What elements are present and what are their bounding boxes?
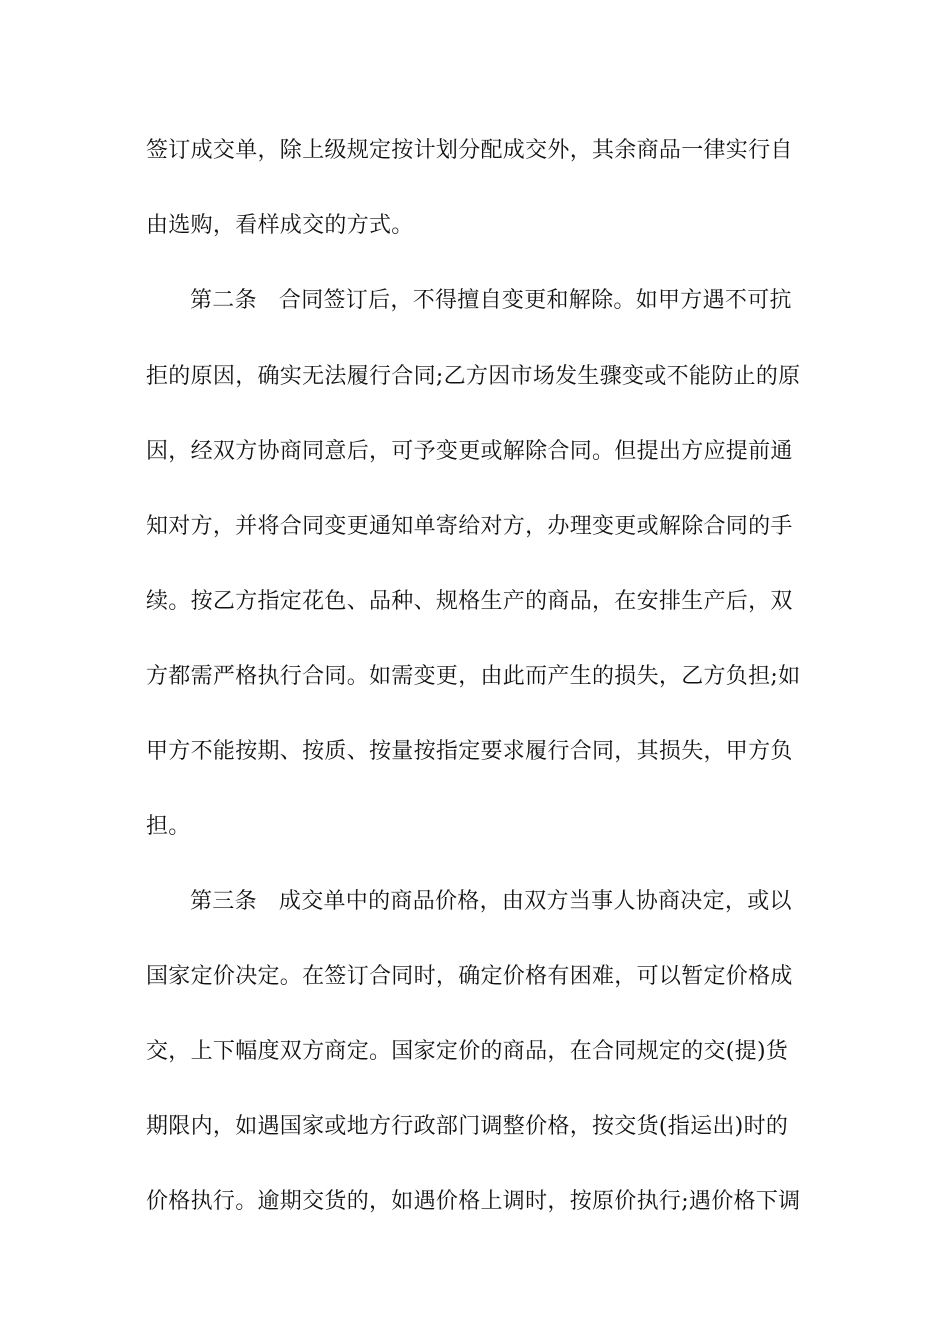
text-line: 交，上下幅度双方商定。国家定价的商品，在合同规定的交(提)货 bbox=[146, 1039, 789, 1064]
text-line: 签订成交单，除上级规定按计划分配成交外，其余商品一律实行自 bbox=[146, 138, 793, 163]
text-line: 甲方不能按期、按质、按量按指定要求履行合同，其损失，甲方负 bbox=[146, 739, 793, 764]
text-line: 国家定价决定。在签订合同时，确定价格有困难，可以暂定价格成 bbox=[146, 964, 793, 989]
article-3-heading-line bbox=[190, 887, 870, 917]
article-2-label: 第二条 bbox=[190, 288, 257, 313]
text-line: 由选购，看样成交的方式。 bbox=[146, 213, 414, 238]
article-2-heading-line bbox=[190, 286, 870, 316]
text-line: 期限内，如遇国家或地方行政部门调整价格，按交货(指运出)时的 bbox=[146, 1114, 789, 1139]
article-3-label: 第三条 bbox=[190, 889, 257, 914]
text-line: 续。按乙方指定花色、品种、规格生产的商品，在安排生产后，双 bbox=[146, 589, 793, 614]
text-line: 担。 bbox=[146, 814, 191, 839]
text-line: 知对方，并将合同变更通知单寄给对方，办理变更或解除合同的手 bbox=[146, 514, 793, 539]
text-line: 价格执行。逾期交货的，如遇价格上调时，按原价执行;遇价格下调 bbox=[146, 1189, 801, 1214]
article-3-text: 成交单中的商品价格，由双方当事人协商决定，或以 bbox=[278, 889, 792, 914]
text-line: 方都需严格执行合同。如需变更，由此而产生的损失，乙方负担;如 bbox=[146, 664, 801, 689]
text-line: 因，经双方协商同意后，可予变更或解除合同。但提出方应提前通 bbox=[146, 439, 793, 464]
text-line: 拒的原因，确实无法履行合同;乙方因市场发生骤变或不能防止的原 bbox=[146, 364, 801, 389]
article-2-text: 合同签订后，不得擅自变更和解除。如甲方遇不可抗 bbox=[278, 288, 792, 313]
